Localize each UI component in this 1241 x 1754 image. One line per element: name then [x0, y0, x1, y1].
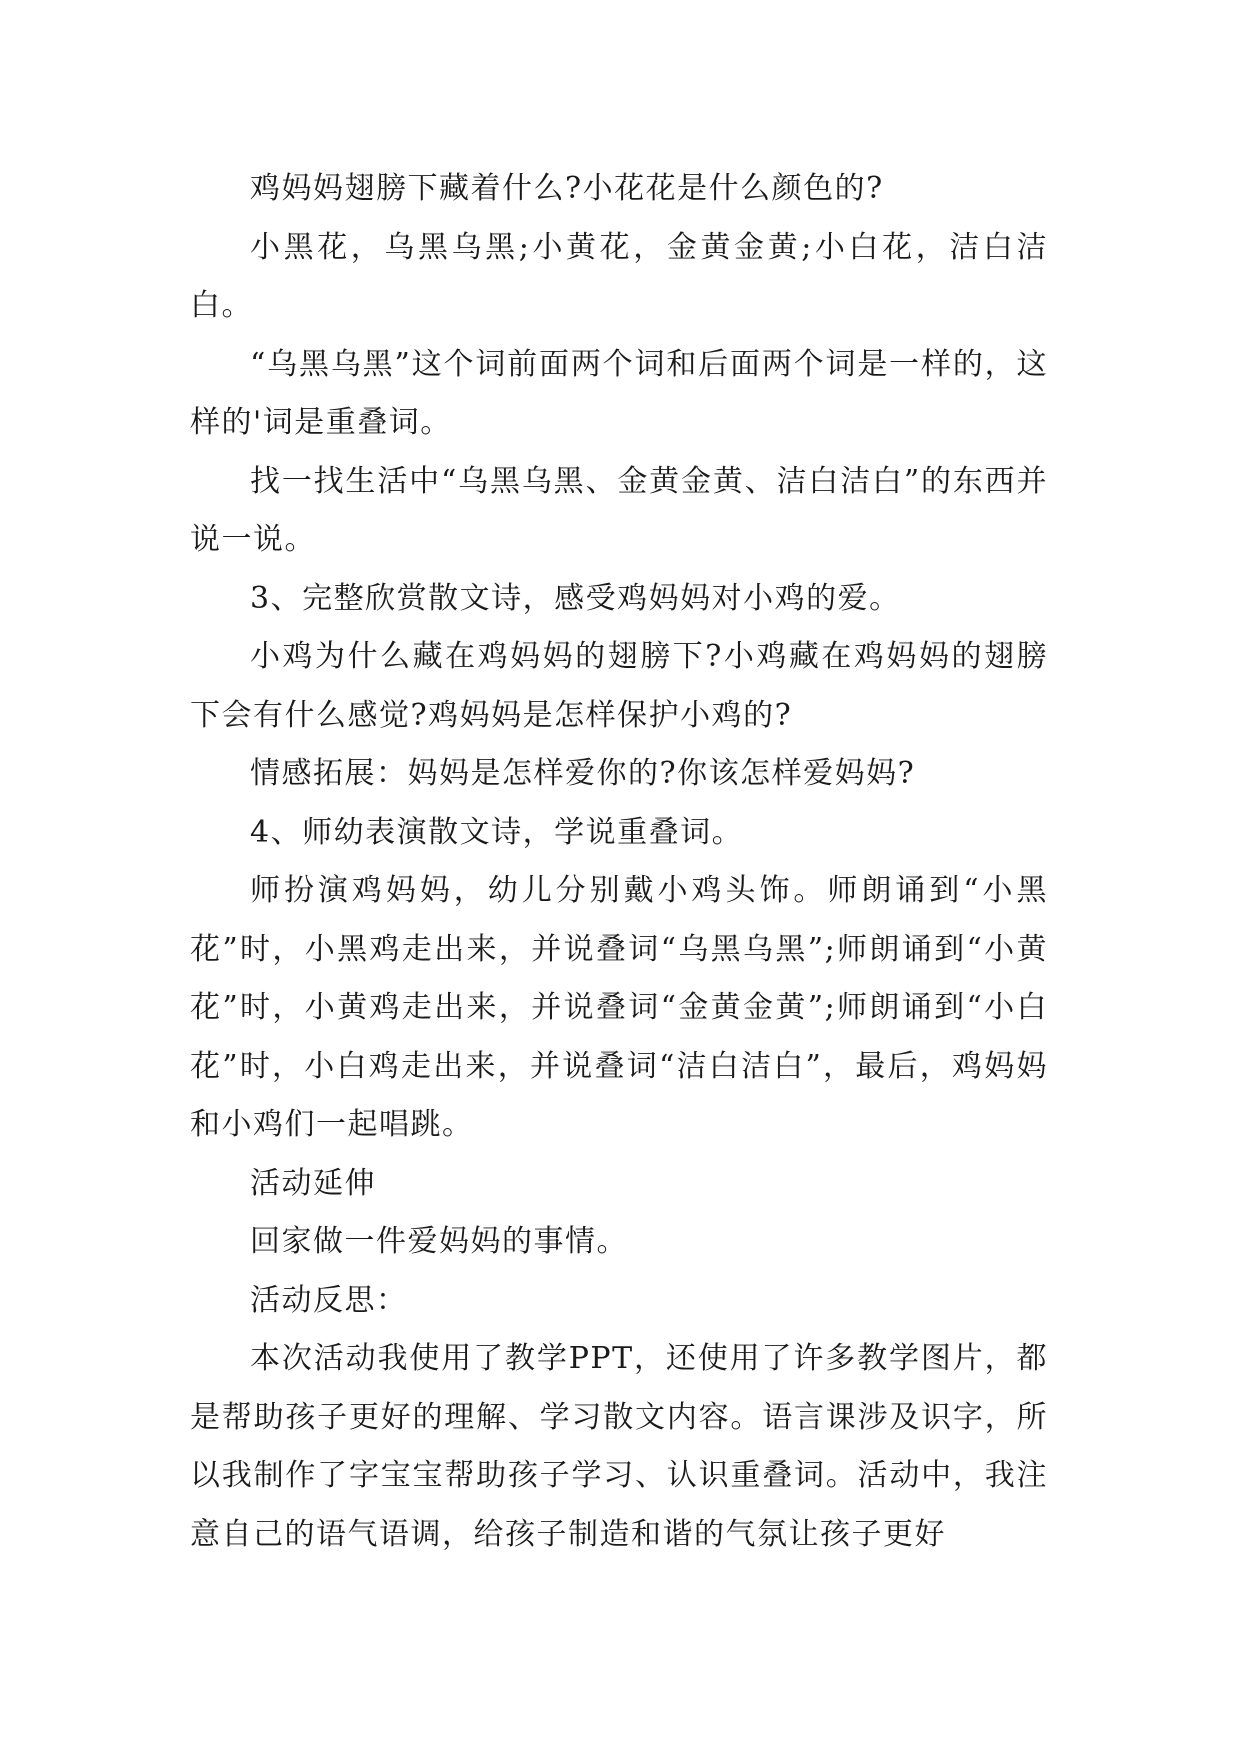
paragraph: 小黑花，乌黑乌黑;小黄花，金黄金黄;小白花，洁白洁白。 — [190, 229, 1048, 323]
paragraph: “乌黑乌黑”这个词前面两个词和后面两个词是一样的，这样的'词是重叠词。 — [190, 346, 1048, 440]
paragraph: 小鸡为什么藏在鸡妈妈的翅膀下?小鸡藏在鸡妈妈的翅膀下会有什么感觉?鸡妈妈是怎样保护小鸡的? — [190, 639, 1048, 733]
paragraph: 回家做一件爱妈妈的事情。 — [250, 1224, 628, 1259]
paragraph: 本次活动我使用了教学PPT，还使用了许多教学图片，都是帮助孩子更好的理解、学习散文内容。语言课涉及识字，所以我制作了字宝宝帮助孩子学习、认识重叠词。活动中，我注意自己的语气语调，给孩子制造和谐的气氛让孩子更好 — [190, 1341, 1048, 1552]
paragraph: 情感拓展：妈妈是怎样爱你的?你该怎样爱妈妈? — [250, 756, 916, 791]
paragraph: 3、完整欣赏散文诗，感受鸡妈妈对小鸡的爱。 — [250, 580, 901, 616]
paragraph: 师扮演鸡妈妈，幼儿分别戴小鸡头饰。师朗诵到“小黑花”时，小黑鸡走出来，并说叠词“乌黑乌黑”;师朗诵到“小黄花”时，小黄鸡走出来，并说叠词“金黄金黄”;师朗诵到“小白花”时，小白鸡走出来，并说叠词“洁白洁白”，最后，鸡妈妈和小鸡们一起唱跳。 — [190, 873, 1048, 1142]
paragraph: 找一找生活中“乌黑乌黑、金黄金黄、洁白洁白”的东西并说一说。 — [190, 463, 1048, 557]
document-body — [190, 160, 1048, 1564]
section-heading: 活动反思： — [250, 1282, 408, 1318]
section-heading: 活动延伸 — [250, 1165, 376, 1201]
paragraph: 鸡妈妈翅膀下藏着什么?小花花是什么颜色的? — [250, 171, 884, 206]
paragraph: 4、师幼表演散文诗，学说重叠词。 — [250, 814, 744, 850]
